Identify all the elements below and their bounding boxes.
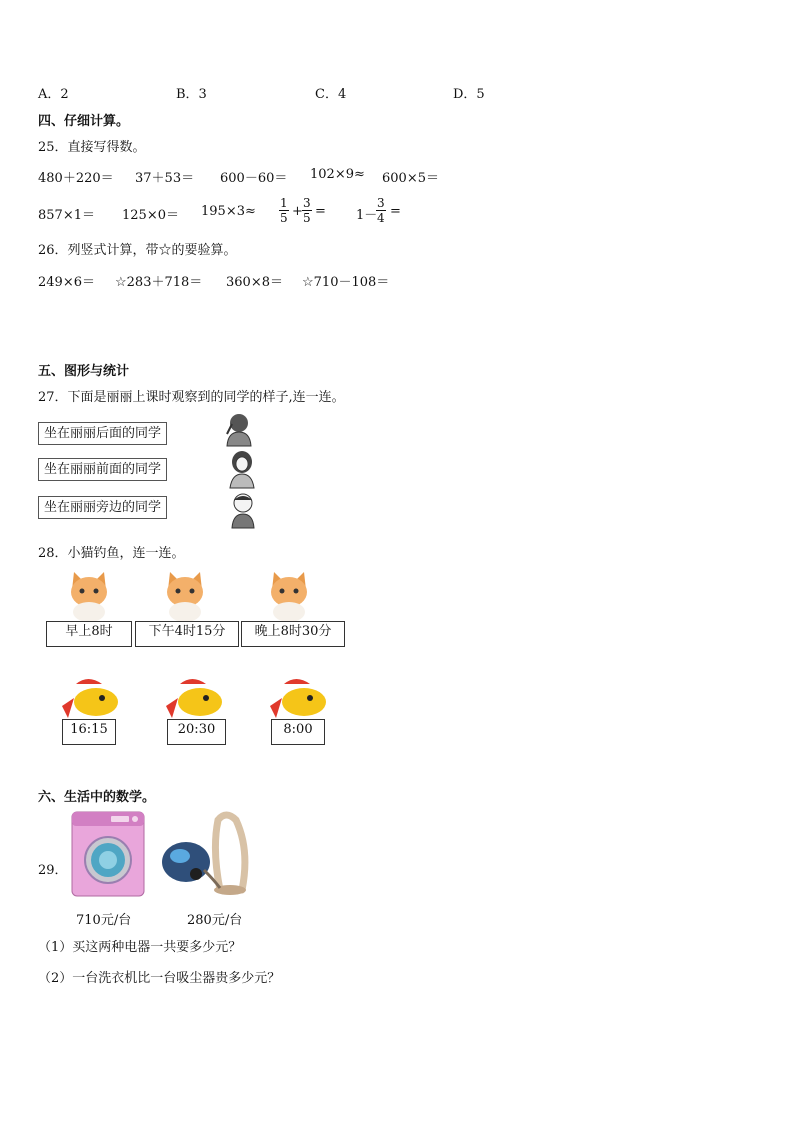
vacuum-cleaner-icon: [160, 810, 252, 896]
option-b: B．3: [176, 87, 207, 102]
calc-item: 857×1＝: [38, 208, 95, 223]
minuend: 1－: [356, 208, 378, 223]
fraction: [302, 196, 312, 225]
fish-time-box[interactable]: 16:15: [62, 719, 116, 745]
equals-sign: =: [315, 204, 326, 219]
goldfish-icon: [268, 676, 330, 720]
calc-item: 102×9≈: [310, 167, 365, 182]
vacuum-price: 280元/台: [187, 913, 243, 928]
section-5-title: 五、图形与统计: [38, 364, 130, 379]
option-a: A．2: [38, 87, 69, 102]
q26-label: 26．列竖式计算，带☆的要验算。: [38, 243, 237, 258]
vertical-calc-item: ☆283＋718＝: [115, 275, 203, 290]
fraction-denominator: 4: [377, 211, 385, 225]
cat-time-box[interactable]: 晚上8时30分: [241, 621, 345, 647]
fraction: [279, 196, 289, 225]
cat-time-box[interactable]: 下午4时15分: [135, 621, 239, 647]
washer-price: 710元/台: [76, 913, 132, 928]
option-c: C．4: [315, 87, 347, 102]
student-side-boy-icon[interactable]: [228, 492, 258, 530]
vertical-calc-item: 249×6＝: [38, 275, 95, 290]
calc-item: 600×5＝: [382, 171, 439, 186]
fraction-numerator: 3: [303, 196, 311, 210]
match-box-side[interactable]: 坐在丽丽旁边的同学: [38, 496, 167, 519]
match-box-behind[interactable]: 坐在丽丽后面的同学: [38, 422, 167, 445]
calc-item: 195×3≈: [201, 204, 256, 219]
q28-label: 28．小猫钓鱼，连一连。: [38, 546, 185, 561]
fraction-denominator: 5: [303, 211, 311, 225]
calc-item: 125×0＝: [122, 208, 179, 223]
fraction-numerator: 1: [280, 196, 288, 210]
fraction: [376, 196, 386, 225]
q25-label: 25．直接写得数。: [38, 140, 146, 155]
q29-number: 29．: [38, 863, 68, 878]
plus-sign: +: [292, 204, 303, 219]
goldfish-icon: [60, 676, 122, 720]
fraction-denominator: 5: [280, 211, 288, 225]
calc-item: 37＋53＝: [135, 171, 195, 186]
fish-time-box[interactable]: 8:00: [271, 719, 325, 745]
section-6-title: 六、生活中的数学。: [38, 790, 156, 805]
student-back-view-icon[interactable]: [222, 412, 256, 448]
goldfish-icon: [164, 676, 226, 720]
q29-sub1: （1）买这两种电器一共要多少元？: [38, 940, 242, 955]
option-d: D．5: [453, 87, 485, 102]
q29-sub2: （2）一台洗衣机比一台吸尘器贵多少元？: [38, 971, 281, 986]
cat-icon: [162, 568, 208, 620]
washing-machine-icon: [71, 810, 145, 898]
fraction-numerator: 3: [377, 196, 385, 210]
cat-time-box[interactable]: 早上8时: [46, 621, 132, 647]
match-box-front[interactable]: 坐在丽丽前面的同学: [38, 458, 167, 481]
cat-icon: [266, 568, 312, 620]
student-front-girl-icon[interactable]: [226, 450, 258, 490]
vertical-calc-item: 360×8＝: [226, 275, 283, 290]
fish-time-box[interactable]: 20:30: [167, 719, 226, 745]
equals-sign: =: [390, 204, 401, 219]
cat-icon: [66, 568, 112, 620]
section-4-title: 四、仔细计算。: [38, 114, 130, 129]
calc-item: 600－60＝: [220, 171, 288, 186]
calc-item: 480＋220＝: [38, 171, 114, 186]
vertical-calc-item: ☆710－108＝: [302, 275, 390, 290]
q27-label: 27．下面是丽丽上课时观察到的同学的样子,连一连。: [38, 390, 345, 405]
